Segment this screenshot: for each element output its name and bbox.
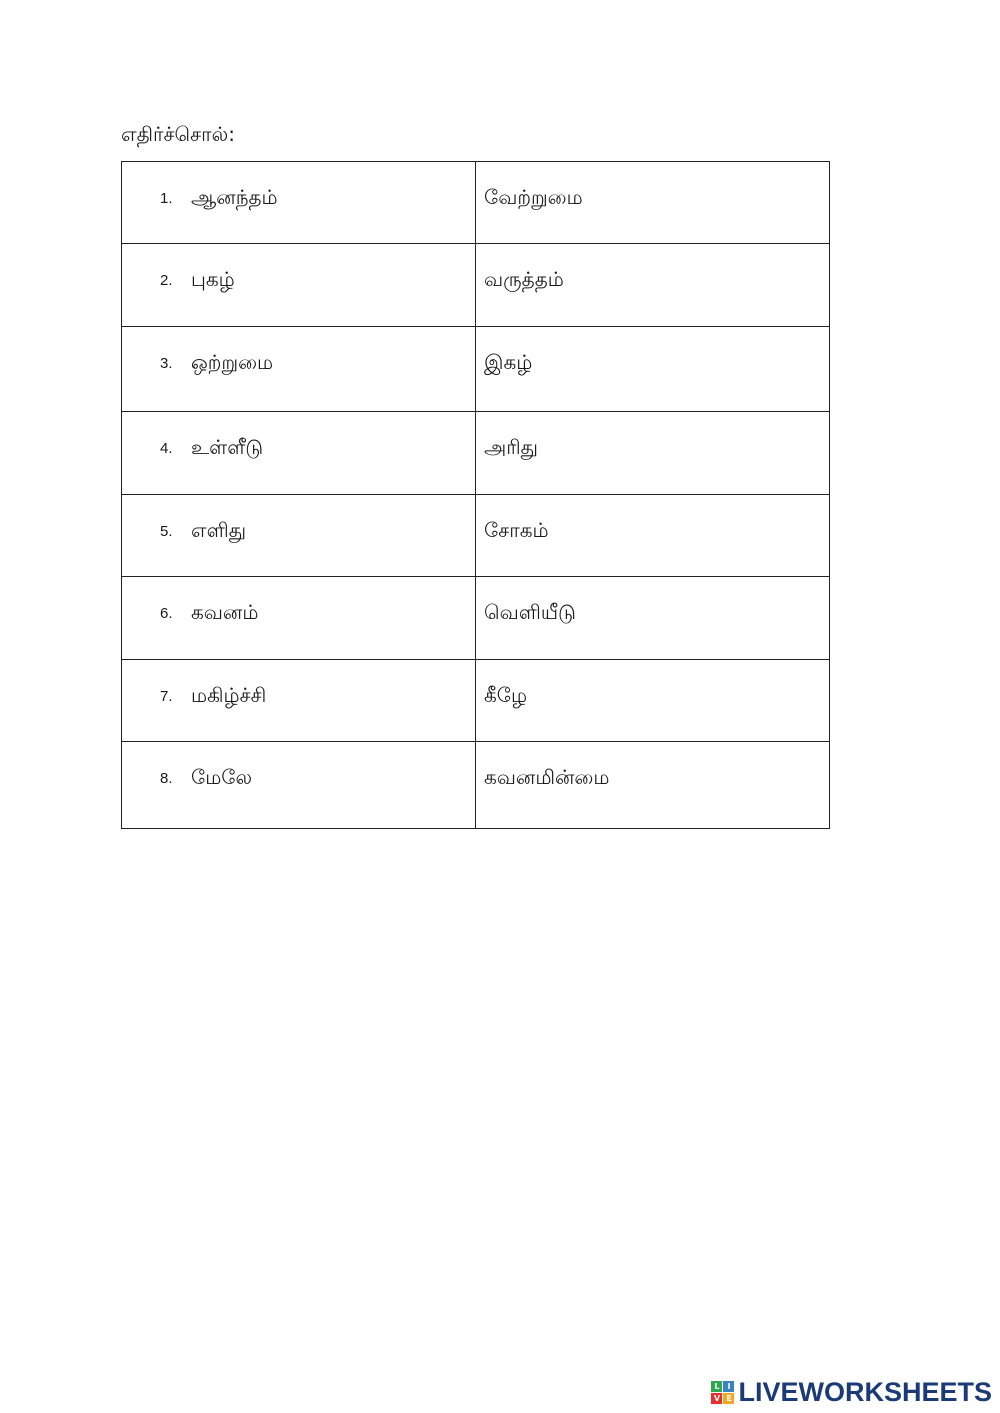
item-number: 8. bbox=[160, 770, 173, 787]
item-number: 2. bbox=[160, 272, 173, 289]
item-number: 7. bbox=[160, 688, 173, 705]
match-item[interactable]: அரிது bbox=[484, 435, 538, 459]
right-cell bbox=[476, 742, 830, 829]
liveworksheets-logo-icon bbox=[711, 1381, 734, 1404]
table-row bbox=[122, 162, 830, 244]
match-item[interactable]: இகழ் bbox=[484, 350, 533, 374]
table-row bbox=[122, 660, 830, 742]
left-cell bbox=[122, 660, 476, 742]
item-number: 4. bbox=[160, 440, 173, 457]
right-cell bbox=[476, 244, 830, 327]
right-cell bbox=[476, 495, 830, 577]
item-number: 6. bbox=[160, 605, 173, 622]
left-cell bbox=[122, 577, 476, 660]
table-row bbox=[122, 577, 830, 660]
right-cell bbox=[476, 577, 830, 660]
word-item[interactable]: ஒற்றுமை bbox=[191, 350, 274, 374]
table-row bbox=[122, 412, 830, 495]
right-cell bbox=[476, 162, 830, 244]
liveworksheets-logo bbox=[711, 1377, 992, 1407]
match-item[interactable]: கவனமின்மை bbox=[484, 765, 610, 789]
right-cell bbox=[476, 327, 830, 412]
match-item[interactable]: வெளியீடு bbox=[484, 600, 576, 624]
left-cell bbox=[122, 495, 476, 577]
right-cell bbox=[476, 412, 830, 495]
logo-letter-v: V bbox=[711, 1393, 722, 1404]
word-item[interactable]: மேலே bbox=[191, 765, 253, 789]
logo-letter-e: E bbox=[723, 1393, 734, 1404]
left-cell bbox=[122, 412, 476, 495]
table-row bbox=[122, 742, 830, 829]
left-cell bbox=[122, 742, 476, 829]
item-number: 1. bbox=[160, 190, 173, 207]
match-item[interactable]: வேற்றுமை bbox=[484, 185, 583, 209]
match-item[interactable]: வருத்தம் bbox=[484, 267, 564, 291]
logo-text: LIVEWORKSHEETS bbox=[738, 1377, 992, 1407]
match-item[interactable]: கீழே bbox=[484, 683, 528, 707]
right-cell bbox=[476, 660, 830, 742]
word-item[interactable]: ஆனந்தம் bbox=[191, 185, 278, 209]
table-row bbox=[122, 244, 830, 327]
page-title: எதிர்ச்சொல்: bbox=[121, 122, 235, 146]
logo-letter-i: I bbox=[723, 1381, 734, 1392]
left-cell bbox=[122, 327, 476, 412]
match-item[interactable]: சோகம் bbox=[484, 518, 549, 542]
left-cell bbox=[122, 244, 476, 327]
item-number: 3. bbox=[160, 355, 173, 372]
left-cell bbox=[122, 162, 476, 244]
word-item[interactable]: எளிது bbox=[191, 518, 247, 542]
matching-table bbox=[121, 161, 830, 829]
logo-letter-l: L bbox=[711, 1381, 722, 1392]
word-item[interactable]: புகழ் bbox=[191, 267, 235, 291]
word-item[interactable]: உள்ளீடு bbox=[191, 435, 264, 459]
word-item[interactable]: மகிழ்ச்சி bbox=[191, 683, 267, 707]
item-number: 5. bbox=[160, 523, 173, 540]
table-row bbox=[122, 327, 830, 412]
word-item[interactable]: கவனம் bbox=[191, 600, 259, 624]
table-row bbox=[122, 495, 830, 577]
